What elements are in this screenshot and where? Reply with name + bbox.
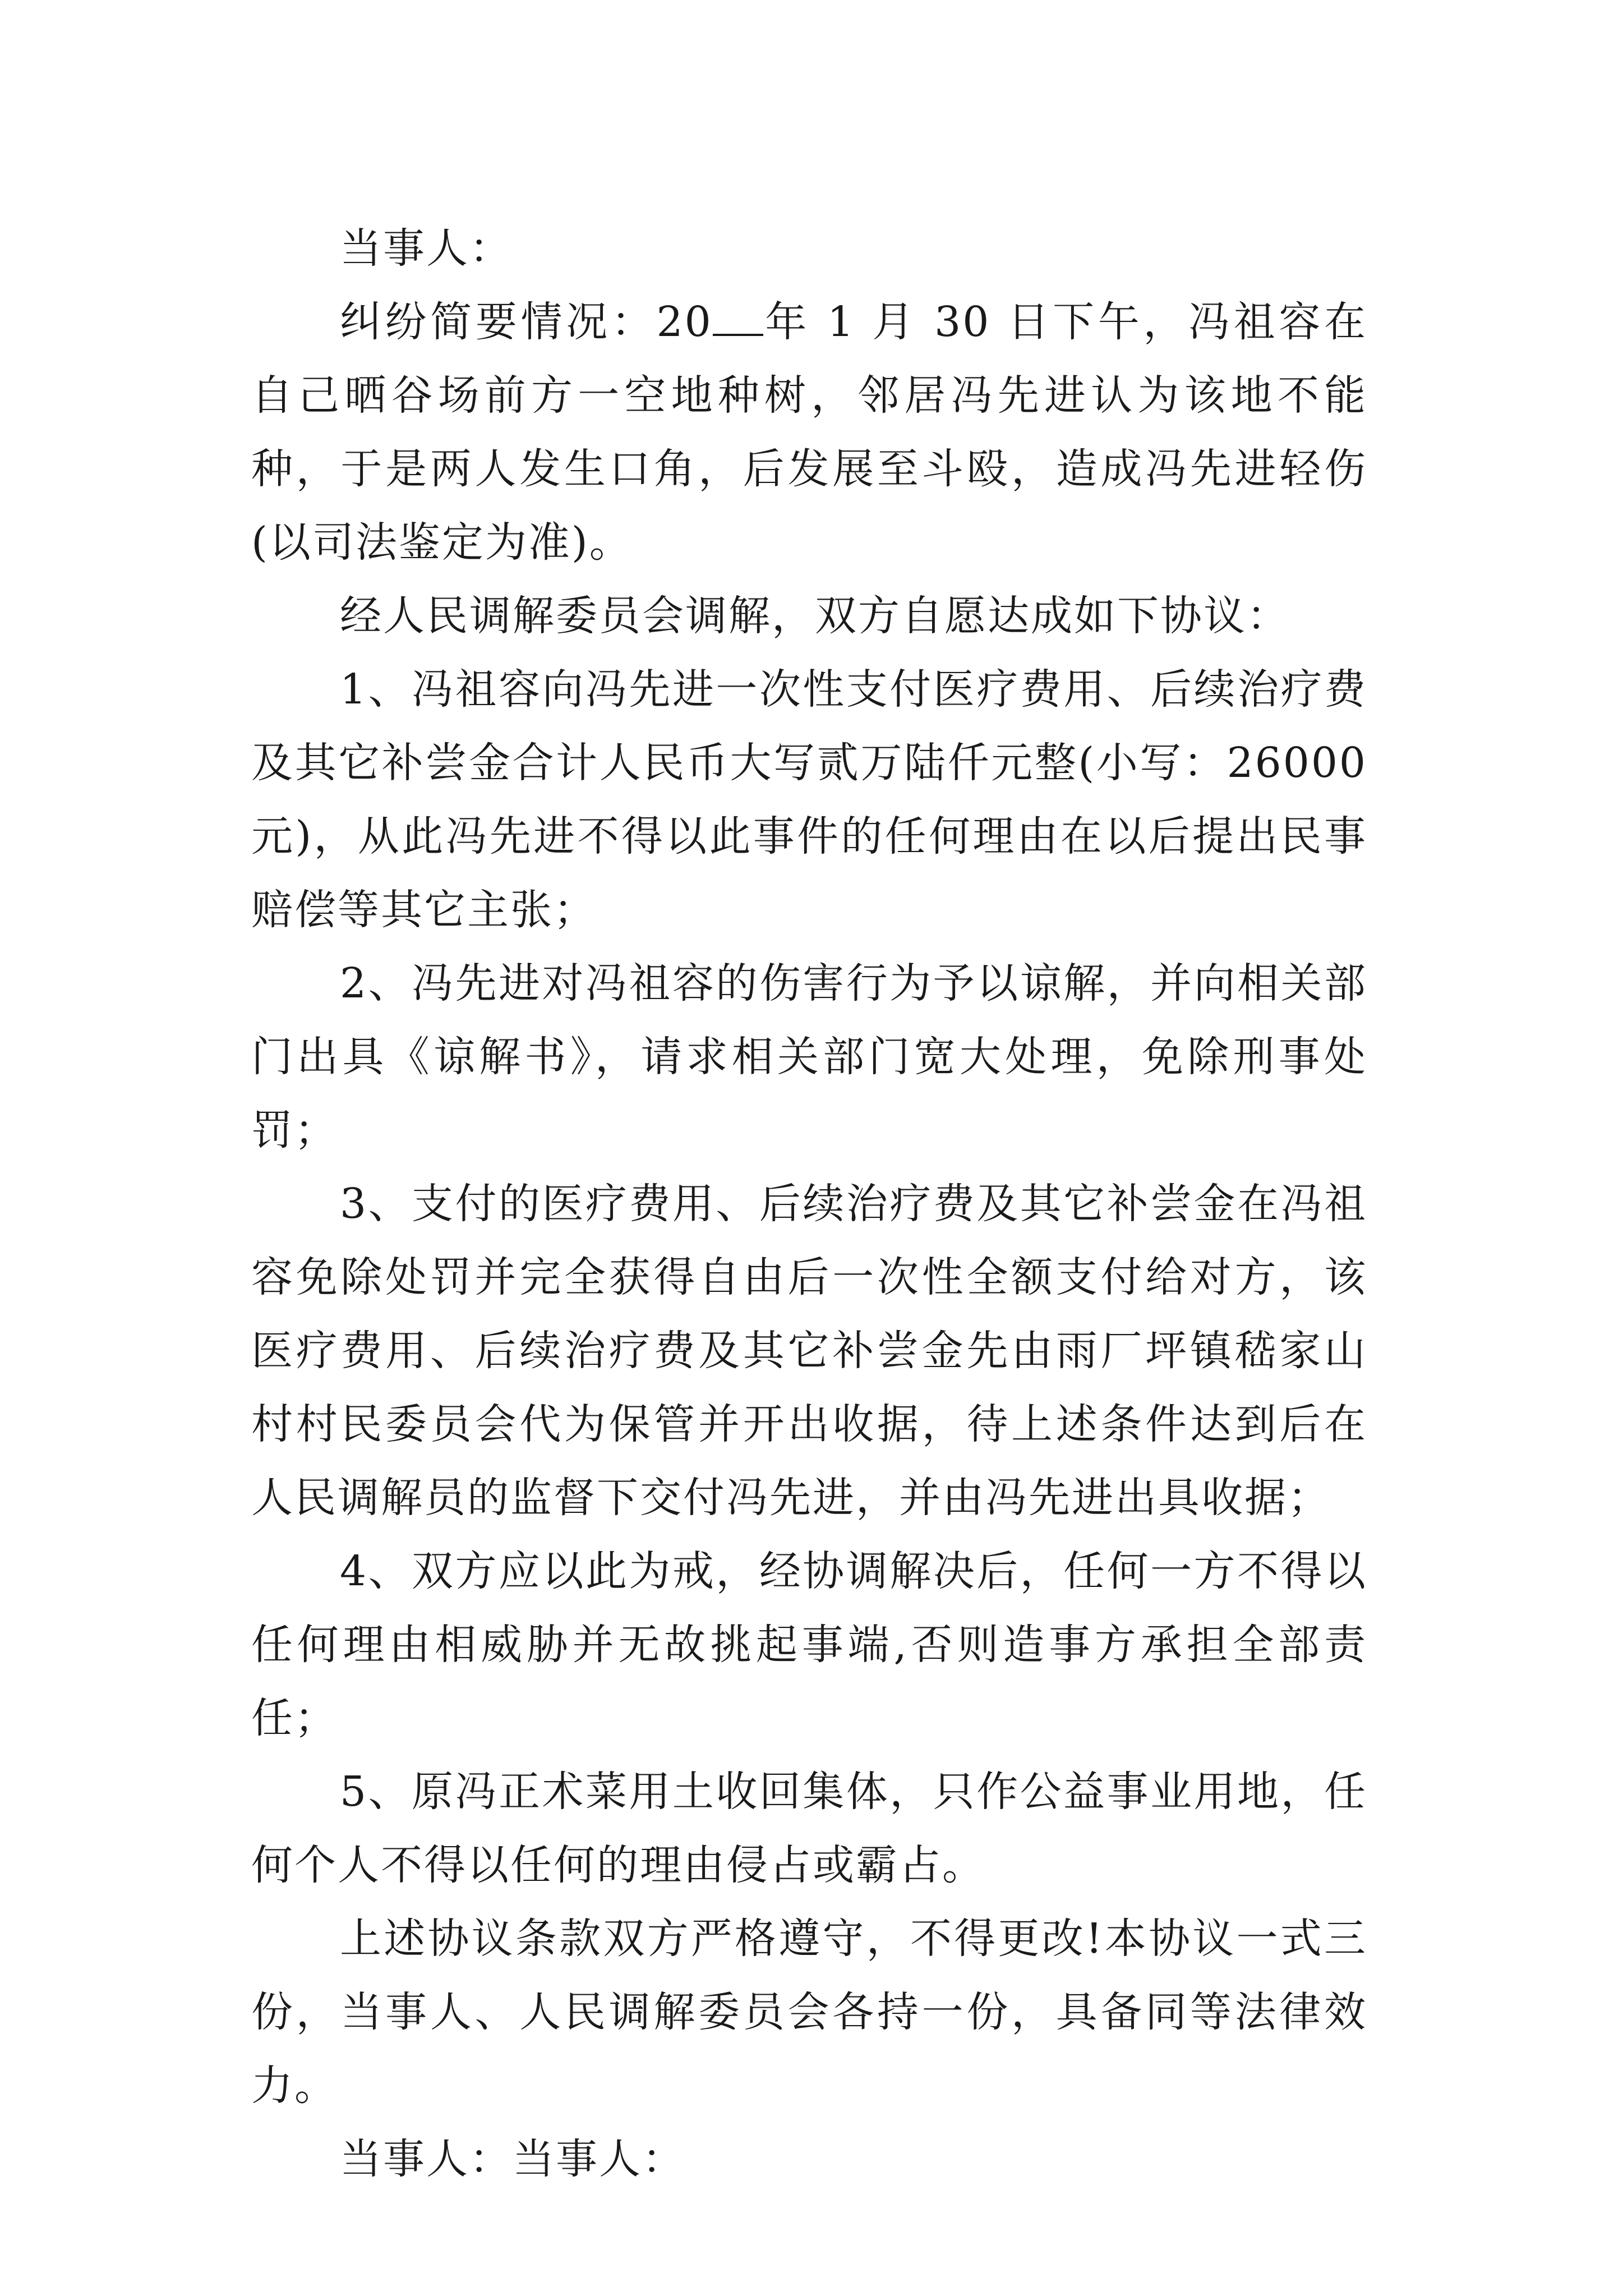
dispute-summary xyxy=(251,286,1367,579)
summary-text-after: 年 1 月 30 日下午，冯祖容在自己晒谷场前方一空地种树，邻居冯先进认为该地不能种，于是两人发生口角，后发展至斗殴，造成冯先进轻伤(以司法鉴定为准)。 xyxy=(251,298,1367,567)
agreement-clause-3: 3、支付的医疗费用、后续治疗费及其它补尝金在冯祖容免除处罚并完全获得自由后一次性全额支付给对方，该医疗费用、后续治疗费及其它补尝金先由雨厂坪镇嵇家山村村民委员会代为保管并开出收据，待上述条件达到后在人民调解员的监督下交付冯先进，并由冯先进出具收据； xyxy=(251,1180,1367,1522)
mediation-intro: 经人民调解委员会调解，双方自愿达成如下协议： xyxy=(340,592,1290,640)
closing-statement: 上述协议条款双方严格遵守，不得更改!本协议一式三份，当事人、人民调解委员会各持一份，具备同等法律效力。 xyxy=(251,1915,1367,2110)
year-blank xyxy=(713,298,763,336)
agreement-clause-4: 4、双方应以此为戒，经协调解决后，任何一方不得以任何理由相威胁并无故挑起事端,否则造事方承担全部责任； xyxy=(251,1547,1367,1742)
party-signature-line: 当事人：当事人： xyxy=(340,2135,685,2183)
party-heading-top: 当事人： xyxy=(340,224,513,273)
agreement-clause-2: 2、冯先进对冯祖容的伤害行为予以谅解，并向相关部门出具《谅解书》，请求相关部门宽大处理，免除刑事处罚； xyxy=(251,959,1367,1154)
summary-text-before: 纠纷简要情况：20 xyxy=(340,298,713,346)
document-body xyxy=(251,212,1382,2196)
agreement-clause-5: 5、原冯正术菜用土收回集体，只作公益事业用地，任何个人不得以任何的理由侵占或霸占。 xyxy=(251,1768,1367,1889)
agreement-clause-1: 1、冯祖容向冯先进一次性支付医疗费用、后续治疗费及其它补尝金合计人民币大写贰万陆仟元整(小写：26000 元)，从此冯先进不得以此事件的任何理由在以后提出民事赔偿等其它主张； xyxy=(251,665,1382,934)
